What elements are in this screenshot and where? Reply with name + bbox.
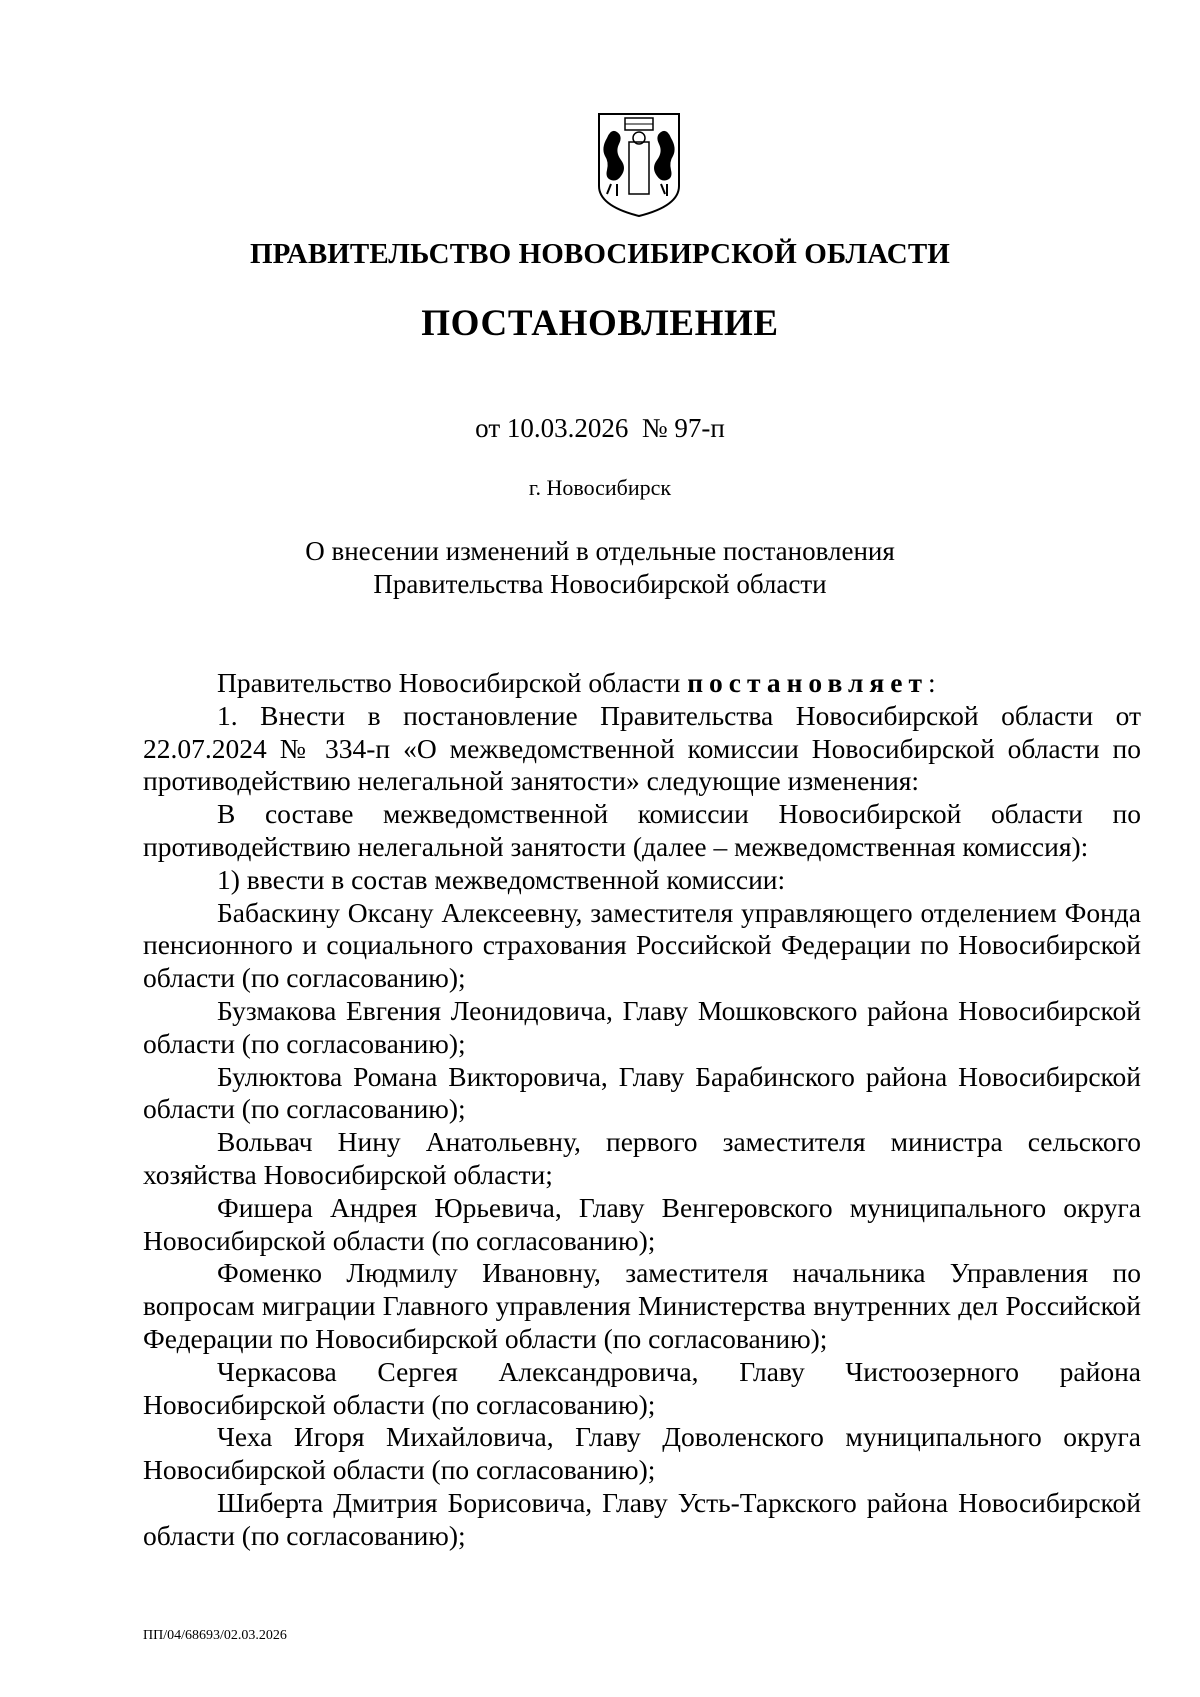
paragraph: 1. Внести в постановление Правительства Новосибирской области от 22.07.2024 № 334-п «О межведомственной комиссии Новосибирской области по противодействию нелегальной занятости» следующие изменения: — [143, 699, 1141, 797]
date-and-number: от 10.03.2026 № 97-п — [475, 413, 725, 443]
paragraph: Фоменко Людмилу Ивановну, заместителя начальника Управления по вопросам миграции Главного управления Министерства внутренних дел Российской Федерации по Новосибирской области (по согласованию); — [143, 1257, 1141, 1354]
footer-doc-code: ПП/04/68693/02.03.2026 — [143, 1628, 287, 1643]
paragraph: Булюктова Романа Викторовича, Главу Барабинского района Новосибирской области (по согласованию); — [143, 1060, 1141, 1125]
subject-line-2: Правительства Новосибирской области — [373, 568, 827, 599]
paragraph: В составе межведомственной комиссии Новосибирской области по противодействию нелегальной занятости (далее – межведомственная комиссия): — [143, 798, 1141, 862]
coat-of-arms-icon — [597, 112, 681, 218]
document-type-title: ПОСТАНОВЛЕНИЕ — [421, 303, 779, 344]
subject-line-1: О внесении изменений в отдельные постановления — [305, 536, 895, 566]
document-subject — [0, 535, 1200, 600]
paragraph: Вольвач Нину Анатольевну, первого заместителя министра сельского хозяйства Новосибирской области; — [143, 1126, 1141, 1190]
paragraph: Бузмакова Евгения Леонидовича, Главу Мошковского района Новосибирской области (по согласованию); — [143, 994, 1141, 1059]
paragraph: Шиберта Дмитрия Борисовича, Главу Усть-Таркского района Новосибирской области (по согласованию); — [143, 1486, 1141, 1551]
document-body — [143, 667, 1141, 1553]
paragraph: Фишера Андрея Юрьевича, Главу Венгеровского муниципального округа Новосибирской области (по согласованию); — [143, 1191, 1141, 1256]
paragraph: Бабаскину Оксану Алексеевну, заместителя управляющего отделением Фонда пенсионного и социального страхования Российской Федерации по Новосибирской области (по согласованию); — [143, 896, 1141, 994]
paragraph: Черкасова Сергея Александровича, Главу Чистоозерного района Новосибирской области (по согласованию); — [143, 1355, 1141, 1420]
city-line: г. Новосибирск — [528, 475, 672, 500]
intro-paragraph: Правительство Новосибирской области постановляет: — [217, 667, 936, 698]
government-title: ПРАВИТЕЛЬСТВО НОВОСИБИРСКОЙ ОБЛАСТИ — [250, 238, 950, 270]
paragraph: 1) ввести в состав межведомственной комиссии: — [217, 863, 786, 895]
decree-keyword: постановляет — [687, 667, 929, 698]
paragraph: Чеха Игоря Михайловича, Главу Доволенского муниципального округа Новосибирской области (по согласованию); — [143, 1421, 1141, 1486]
